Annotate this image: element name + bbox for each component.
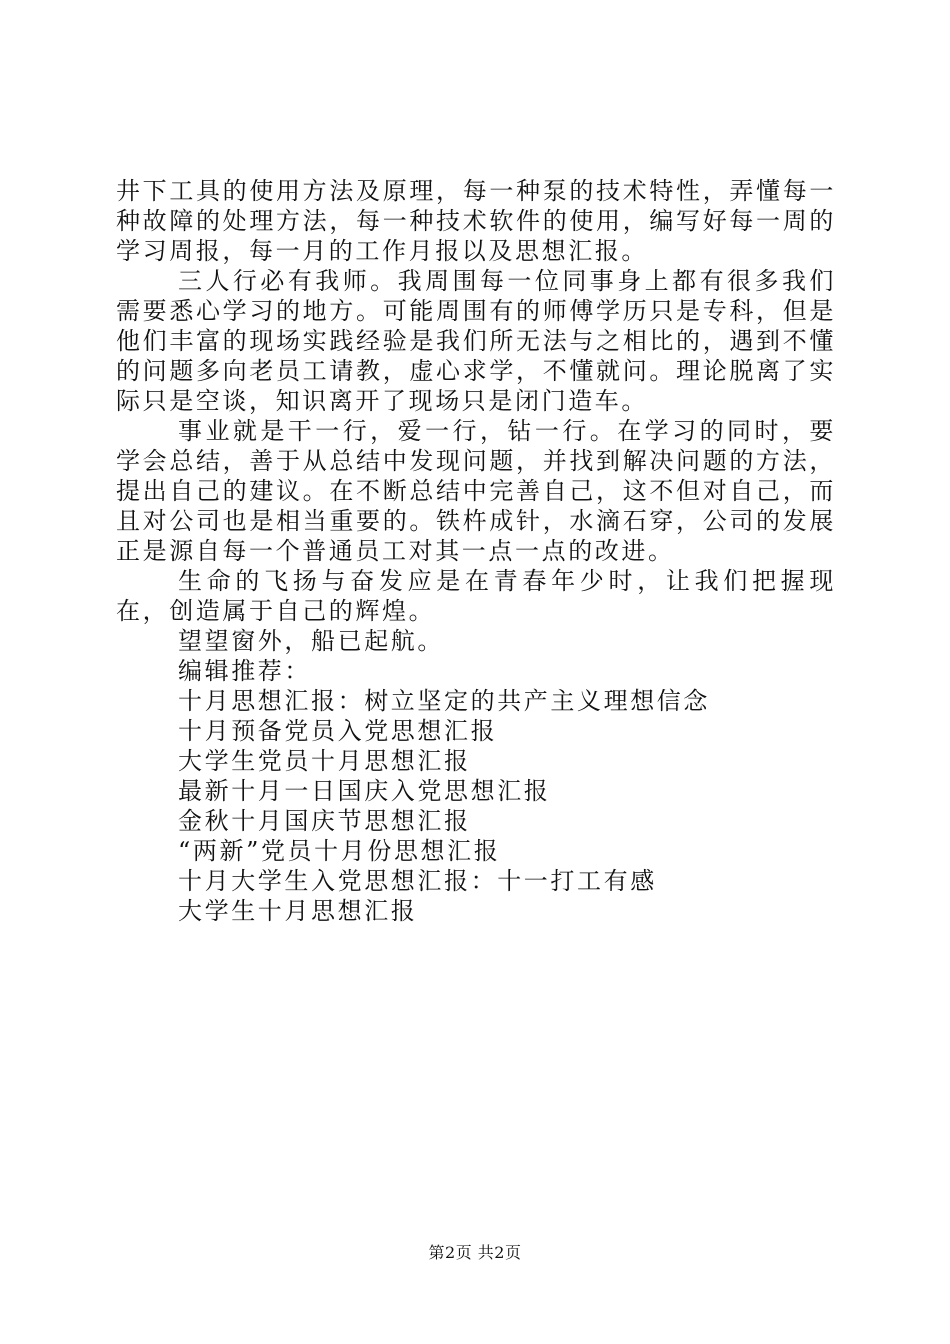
document-body xyxy=(116,176,836,926)
recommendation-link[interactable]: 十月预备党员入党思想汇报 xyxy=(178,717,498,745)
recommendation-link[interactable]: “两新”党员十月份思想汇报 xyxy=(178,837,501,865)
recommendation-link[interactable]: 十月思想汇报：树立坚定的共产主义理想信念 xyxy=(178,687,710,715)
recommendation-link[interactable]: 十月大学生入党思想汇报：十一打工有感 xyxy=(178,867,657,895)
recommendation-link[interactable]: 大学生党员十月思想汇报 xyxy=(178,747,471,775)
recommendation-link[interactable]: 大学生十月思想汇报 xyxy=(178,897,418,925)
paragraph-continuation: 井下工具的使用方法及原理，每一种泵的技术特性，弄懂每一种故障的处理方法，每一种技术软件的使用，编写好每一周的学习周报，每一月的工作月报以及思想汇报。 xyxy=(116,177,836,265)
recommendation-link[interactable]: 最新十月一日国庆入党思想汇报 xyxy=(178,777,551,805)
recommendation-link[interactable]: 金秋十月国庆节思想汇报 xyxy=(178,807,471,835)
paragraph-colleagues: 三人行必有我师。我周围每一位同事身上都有很多我们需要悉心学习的地方。可能周围有的师傅学历只是专科，但是他们丰富的现场实践经验是我们所无法与之相比的，遇到不懂的问题多向老员工请教，虚心求学，不懂就问。理论脱离了实际只是空谈，知识离开了现场只是闭门造车。 xyxy=(116,267,836,415)
recommendation-list xyxy=(116,686,836,926)
recommend-heading: 编辑推荐： xyxy=(178,657,311,685)
page-number-footer: 第2页 共2页 xyxy=(428,1243,522,1262)
closing-line: 望望窗外，船已起航。 xyxy=(178,627,444,655)
paragraph-youth: 生命的飞扬与奋发应是在青春年少时，让我们把握现在，创造属于自己的辉煌。 xyxy=(116,567,836,625)
paragraph-career: 事业就是干一行，爱一行，钻一行。在学习的同时，要学会总结，善于从总结中发现问题，并找到解决问题的方法，提出自己的建议。在不断总结中完善自己，这不但对自己，而且对公司也是相当重要的。铁杵成针，水滴石穿，公司的发展正是源自每一个普通员工对其一点一点的改进。 xyxy=(116,417,836,565)
